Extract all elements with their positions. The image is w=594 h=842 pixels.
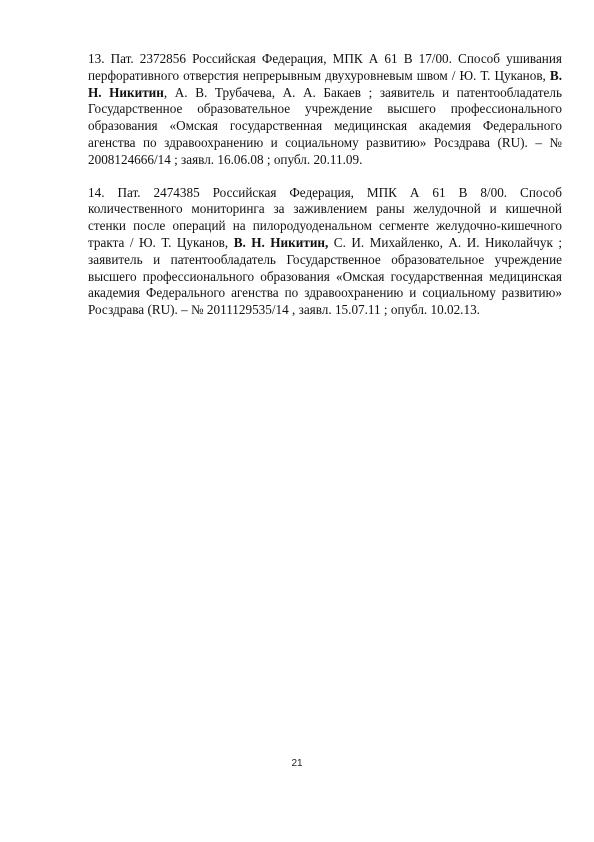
reference-item-14 bbox=[88, 185, 562, 319]
author-highlight: В. Н. Никитин, bbox=[233, 234, 329, 250]
reference-text: С. И. Михайленко, А. И. Николайчук ; заявитель и патентообладатель Государственное образовательное учреждение высшего профессионального образования «Омская государственная медицинская академия Федерального агенства по здравоохранению и социальному развитию» Росздрава (RU). – № 2011129535/14 , заявл. 15.07.11 ; опубл. 10.02.13. bbox=[88, 234, 563, 318]
reference-text: 13. Пат. 2372856 Российская Федерация, МПК А 61 В 17/00. Способ ушивания перфоративного отверстия непрерывным двухуровневым швом / Ю. Т. Цуканов, bbox=[88, 51, 562, 83]
author-highlight: В. Н. Никитин bbox=[88, 67, 562, 100]
reference-text: , А. В. Трубачева, А. А. Бакаев ; заявитель и патентообладатель Государственное образовательное учреждение высшего профессионального образования «Омская государственная медицинская академия Федерального агенства по здравоохранению и социальному развитию» Росздрава (RU). – № 2008124666/14 ; заявл. 16.06.08 ; опубл. 20.11.09. bbox=[88, 84, 562, 167]
reference-text: 14. Пат. 2474385 Российская Федерация, МПК А 61 В 8/00. Способ количественного мониторинга за заживлением раны желудочной и кишечной стенки после операций на пилородуоденальном сегменте желудочно-кишечного тракта / Ю. Т. Цуканов, bbox=[88, 184, 562, 250]
reference-item-13 bbox=[88, 51, 562, 169]
reference-list bbox=[88, 51, 562, 319]
page-number: 21 bbox=[291, 758, 303, 769]
